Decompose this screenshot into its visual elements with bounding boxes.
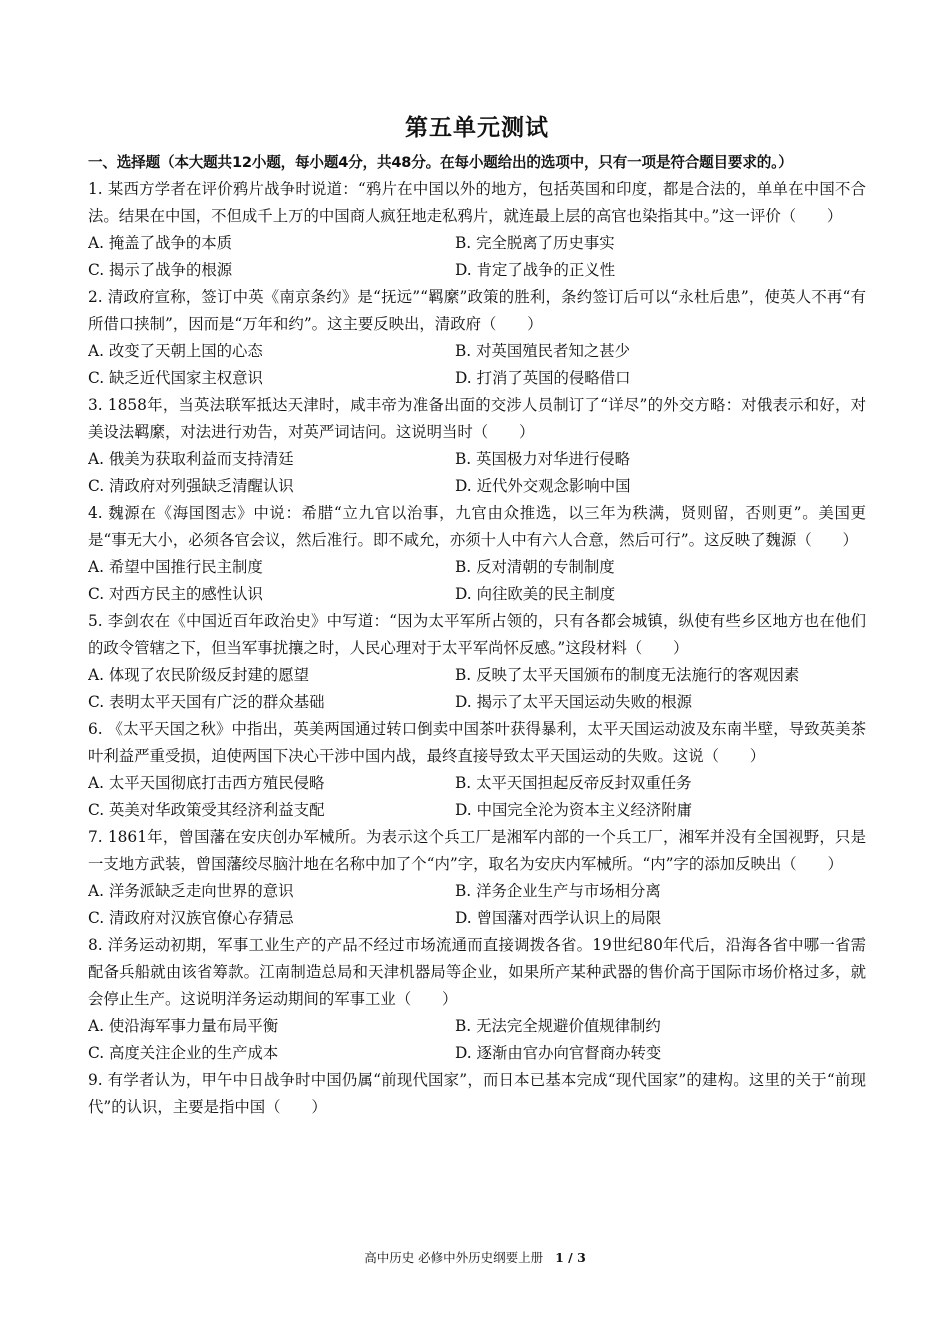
option-c: C. 揭示了战争的根源 xyxy=(88,261,233,279)
document-page xyxy=(88,112,866,1121)
question-stem: 9. 有学者认为，甲午中日战争时中国仍属“前现代国家”，而日本已基本完成“现代国家”的建构。这里的关于“前现代”的认识，主要是指中国（ ） xyxy=(88,1071,866,1116)
option-d: D. 逐渐由官办向官督商办转变 xyxy=(455,1044,662,1062)
question-stem: 3. 1858年，当英法联军抵达天津时，咸丰帝为准备出面的交涉人员制订了“详尽”的外交方略：对俄表示和好，对美设法羁縻，对法进行劝告，对英严词诘问。这说明当时（ ） xyxy=(88,396,866,441)
question-stem: 2. 清政府宣称，签订中英《南京条约》是“抚远”“羁縻”政策的胜利，条约签订后可以“永杜后患”，使英人不再“有所借口挟制”，因而是“万年和约”。这主要反映出，清政府（ ） xyxy=(88,288,866,333)
option-d: D. 揭示了太平天国运动失败的根源 xyxy=(455,693,693,711)
option-c: C. 高度关注企业的生产成本 xyxy=(88,1044,279,1062)
question-stem: 4. 魏源在《海国图志》中说：希腊“立九官以治事，九官由众推选，以三年为秩满，贤则留，否则更”。美国更是“事无大小，必须各官会议，然后准行。即不咸允，亦须十人中有六人合意，然后可行”。这反映了魏源（ ） xyxy=(88,504,866,549)
page-footer xyxy=(0,1248,950,1268)
section-heading: 一、选择题（本大题共12小题，每小题4分，共48分。在每小题给出的选项中，只有一项是符合题目要求的。） xyxy=(88,154,793,171)
option-a: A. 掩盖了战争的本质 xyxy=(88,234,233,252)
option-a: A. 使沿海军事力量布局平衡 xyxy=(88,1017,279,1035)
question-8 xyxy=(88,932,866,1067)
option-d: D. 中国完全沦为资本主义经济附庸 xyxy=(455,801,693,819)
option-b: B. 太平天国担起反帝反封双重任务 xyxy=(455,774,692,792)
option-a: A. 改变了天朝上国的心态 xyxy=(88,342,263,360)
option-grid xyxy=(88,1013,866,1067)
question-2 xyxy=(88,284,866,392)
option-a: A. 太平天国彻底打击西方殖民侵略 xyxy=(88,774,325,792)
question-4 xyxy=(88,500,866,608)
option-a: A. 希望中国推行民主制度 xyxy=(88,558,263,576)
option-grid xyxy=(88,230,866,284)
question-stem: 7. 1861年，曾国藩在安庆创办军械所。为表示这个兵工厂是湘军内部的一个兵工厂，湘军并没有全国视野，只是一支地方武装，曾国藩绞尽脑汁地在名称中加了个“内”字，取名为安庆内军械所。“内”字的添加反映出（ ） xyxy=(88,828,866,873)
question-1 xyxy=(88,176,866,284)
option-d: D. 近代外交观念影响中国 xyxy=(455,477,631,495)
question-stem: 8. 洋务运动初期，军事工业生产的产品不经过市场流通而直接调拨各省。19世纪80年代后，沿海各省中哪一省需配备兵船就由该省筹款。江南制造总局和天津机器局等企业，如果所产某种武器的售价高于国际市场价格过多，就会停止生产。这说明洋务运动期间的军事工业（ ） xyxy=(88,936,866,1008)
option-d: D. 打消了英国的侵略借口 xyxy=(455,369,631,387)
page-number: 1 / 3 xyxy=(555,1250,586,1265)
footer-text: 高中历史 必修中外历史纲要上册 xyxy=(364,1250,544,1265)
option-b: B. 反对清朝的专制制度 xyxy=(455,558,615,576)
option-b: B. 洋务企业生产与市场相分离 xyxy=(455,882,661,900)
page-title: 第五单元测试 xyxy=(405,115,549,141)
option-b: B. 完全脱离了历史事实 xyxy=(455,234,615,252)
option-grid xyxy=(88,770,866,824)
option-grid xyxy=(88,662,866,716)
question-7 xyxy=(88,824,866,932)
option-c: C. 英美对华政策受其经济利益支配 xyxy=(88,801,325,819)
option-b: B. 英国极力对华进行侵略 xyxy=(455,450,631,468)
option-b: B. 对英国殖民者知之甚少 xyxy=(455,342,631,360)
question-6 xyxy=(88,716,866,824)
question-3 xyxy=(88,392,866,500)
option-b: B. 反映了太平天国颁布的制度无法施行的客观因素 xyxy=(455,666,800,684)
question-stem: 5. 李剑农在《中国近百年政治史》中写道：“因为太平军所占领的，只有各都会城镇，纵使有些乡区地方也在他们的政令管辖之下，但当军事扰攘之时，人民心理对于太平军尚怀反感。”这段材料（ ） xyxy=(88,612,866,657)
question-9 xyxy=(88,1067,866,1121)
option-grid xyxy=(88,554,866,608)
question-stem: 6. 《太平天国之秋》中指出，英美两国通过转口倒卖中国茶叶获得暴利，太平天国运动波及东南半壁，导致英美茶叶利益严重受损，迫使两国下决心干涉中国内战，最终直接导致太平天国运动的失败。这说（ ） xyxy=(88,720,866,765)
question-5 xyxy=(88,608,866,716)
question-stem: 1. 某西方学者在评价鸦片战争时说道：“鸦片在中国以外的地方，包括英国和印度，都是合法的，单单在中国不合法。结果在中国，不但成千上万的中国商人疯狂地走私鸦片，就连最上层的高官也染指其中。”这一评价（ ） xyxy=(88,180,866,225)
option-d: D. 向往欧美的民主制度 xyxy=(455,585,616,603)
option-a: A. 洋务派缺乏走向世界的意识 xyxy=(88,882,294,900)
option-c: C. 表明太平天国有广泛的群众基础 xyxy=(88,693,325,711)
option-c: C. 对西方民主的感性认识 xyxy=(88,585,263,603)
option-d: D. 肯定了战争的正义性 xyxy=(455,261,616,279)
option-a: A. 体现了农民阶级反封建的愿望 xyxy=(88,666,309,684)
option-a: A. 俄美为获取利益而支持清廷 xyxy=(88,450,294,468)
option-c: C. 缺乏近代国家主权意识 xyxy=(88,369,263,387)
option-grid xyxy=(88,878,866,932)
option-grid xyxy=(88,446,866,500)
option-c: C. 清政府对汉族官僚心存猜忌 xyxy=(88,909,294,927)
option-b: B. 无法完全规避价值规律制约 xyxy=(455,1017,661,1035)
option-c: C. 清政府对列强缺乏清醒认识 xyxy=(88,477,294,495)
option-grid xyxy=(88,338,866,392)
option-d: D. 曾国藩对西学认识上的局限 xyxy=(455,909,662,927)
